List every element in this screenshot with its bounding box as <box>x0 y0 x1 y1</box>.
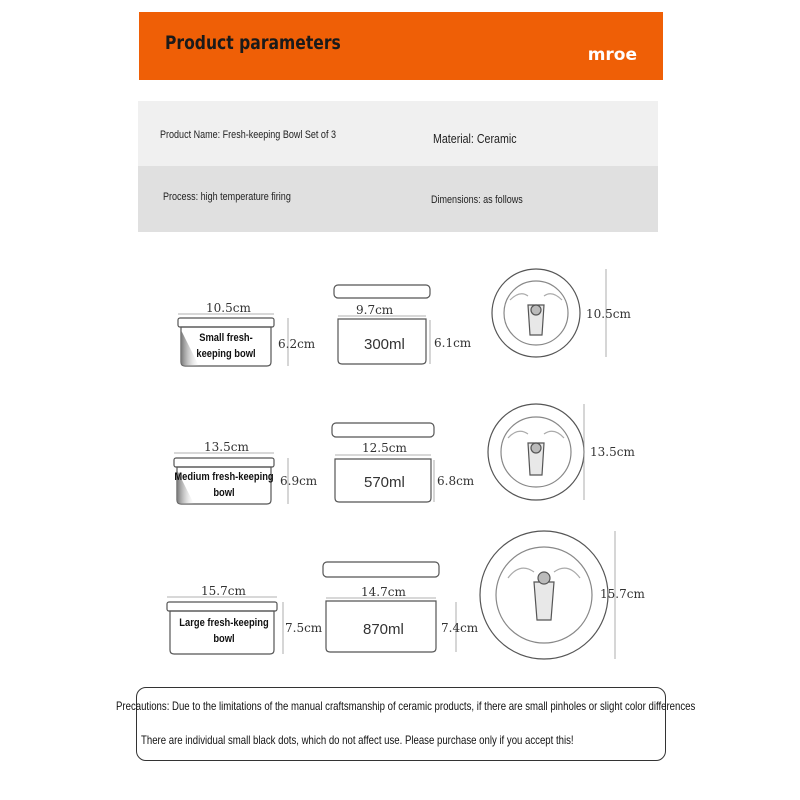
medium-total-height: 6.9cm <box>280 474 318 488</box>
process-text: Process: high temperature firing <box>163 191 291 203</box>
small-bowl-label-line1: Small fresh- <box>199 332 253 344</box>
precautions-line-1: Precautions: Due to the limitations of the manual craftsmanship of ceramic products, if there are small pinholes or slight color differences <box>116 699 696 713</box>
dimensions-text: Dimensions: as follows <box>431 194 523 206</box>
brand-name: mroe <box>587 45 637 65</box>
small-bowl-label-line2: keeping bowl <box>196 348 256 360</box>
small-bowl-label <box>189 330 262 362</box>
large-diameter: 15.7cm <box>600 587 645 601</box>
large-body-width: 14.7cm <box>361 585 406 599</box>
medium-bowl-label <box>174 469 274 501</box>
small-lid-width: 10.5cm <box>206 301 251 315</box>
product-name-text: Product Name: Fresh-keeping Bowl Set of 3 <box>160 129 336 141</box>
medium-volume: 570ml <box>364 474 405 491</box>
medium-bowl-label-line2: bowl <box>213 487 235 499</box>
large-bowl-label <box>175 615 274 647</box>
precautions-line-2: There are individual small black dots, which do not affect use. Please purchase only if you accept this! <box>141 733 574 747</box>
small-body-width: 9.7cm <box>356 303 394 317</box>
page-title: Product parameters <box>165 32 341 54</box>
large-body-height: 7.4cm <box>441 621 479 635</box>
small-body-height: 6.1cm <box>434 336 472 350</box>
large-total-height: 7.5cm <box>285 621 323 635</box>
large-volume: 870ml <box>363 621 404 638</box>
medium-bowl-label-line1: Medium fresh-keeping <box>174 471 274 483</box>
small-total-height: 6.2cm <box>278 337 316 351</box>
medium-body-width: 12.5cm <box>362 441 407 455</box>
medium-body-height: 6.8cm <box>437 474 475 488</box>
small-bowl-top-view <box>492 269 580 357</box>
large-bowl-label-line1: Large fresh-keeping <box>179 617 269 629</box>
large-bowl-top-view <box>480 531 608 659</box>
medium-lid-width: 13.5cm <box>204 440 249 454</box>
large-lid-width: 15.7cm <box>201 584 246 598</box>
small-volume: 300ml <box>364 336 405 353</box>
small-diameter: 10.5cm <box>586 307 631 321</box>
material-text: Material: Ceramic <box>433 131 517 146</box>
medium-diameter: 13.5cm <box>590 445 635 459</box>
large-bowl-label-line2: bowl <box>213 633 235 645</box>
medium-bowl-top-view <box>488 404 584 500</box>
large-bowl-open-view <box>323 562 439 652</box>
